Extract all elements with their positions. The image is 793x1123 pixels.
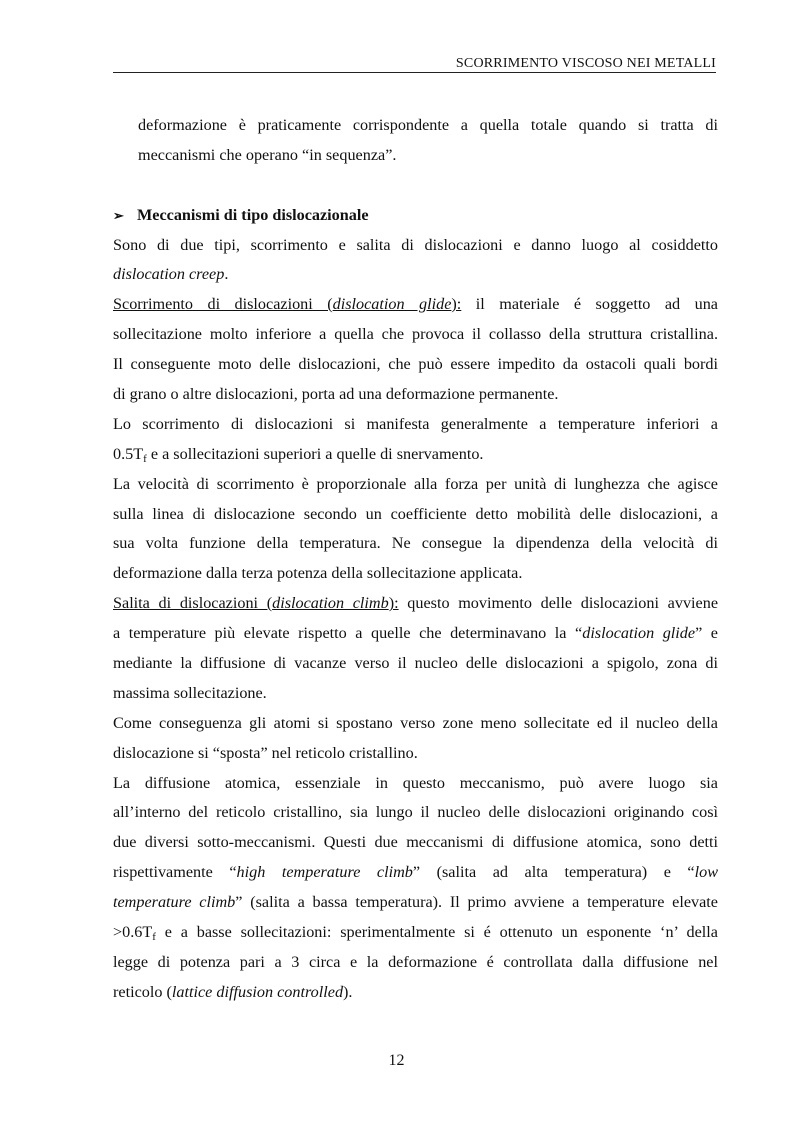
- p3-line-1: La velocità di scorrimento è proporzionale alla forza per unità di lunghezza che agisce: [113, 474, 718, 493]
- spacer: [113, 171, 718, 201]
- glide-label: Scorrimento di dislocazioni (dislocation glide):: [113, 295, 462, 314]
- climb-line-1: Salita di dislocazioni (dislocation climb): questo movimento delle dislocazioni avviene: [113, 594, 718, 613]
- p5-line-5: temperature climb” (salita a bassa temperatura). Il primo avviene a temperature elevate: [113, 893, 718, 912]
- p5-line-4: rispettivamente “high temperature climb” (salita ad alta temperatura) e “low: [113, 863, 718, 882]
- section-title: Meccanismi di tipo dislocazionale: [137, 205, 369, 224]
- header-rule: [113, 72, 716, 73]
- p5-line-3: due diversi sotto-meccanismi. Questi due meccanismi di diffusione atomica, sono detti: [113, 833, 718, 852]
- intro-line-1: deformazione è praticamente corrispondente a quella totale quando si tratta di: [138, 116, 718, 134]
- p5-line-2: all’interno del reticolo cristallino, sia lungo il nucleo delle dislocazioni originando così: [113, 803, 718, 822]
- p4-line-1: Come conseguenza gli atomi si spostano verso zone meno sollecitate ed il nucleo della: [113, 713, 718, 732]
- intro-line-2: meccanismi che operano “in sequenza”.: [138, 145, 397, 164]
- p5-line-8: reticolo (lattice diffusion controlled).: [113, 982, 353, 1001]
- glide-line-1: Scorrimento di dislocazioni (dislocation glide): il materiale é soggetto ad una: [113, 295, 718, 314]
- climb-label: Salita di dislocazioni (dislocation climb):: [113, 594, 399, 613]
- p1-line-1: Sono di due tipi, scorrimento e salita di dislocazioni e danno luogo al cosiddetto: [113, 235, 718, 254]
- p2-line-1: Lo scorrimento di dislocazioni si manifesta generalmente a temperature inferiori a: [113, 414, 718, 433]
- section-heading: [113, 201, 718, 231]
- p1-line-2: dislocation creep.: [113, 265, 229, 284]
- running-header: SCORRIMENTO VISCOSO NEI METALLI: [455, 56, 716, 71]
- page-number: 12: [388, 1052, 405, 1069]
- p5-line-7: legge di potenza pari a 3 circa e la deformazione é controllata dalla diffusione nel: [113, 952, 718, 971]
- climb-line-4: massima sollecitazione.: [113, 683, 267, 702]
- p4-line-2: dislocazione si “sposta” nel reticolo cristallino.: [113, 743, 418, 762]
- p5-line-6: $>0.6T_f$ e a basse sollecitazioni: sperimentalmente si é ottenuto un esponente ‘n’ della: [113, 923, 718, 944]
- page-body: [113, 111, 718, 1008]
- glide-line-4: di grano o altre dislocazioni, porta ad una deformazione permanente.: [113, 385, 559, 404]
- p3-line-2: sulla linea di dislocazione secondo un coefficiente detto mobilità delle dislocazioni, a: [113, 504, 718, 523]
- climb-line-2: a temperature più elevate rispetto a quelle che determinavano la “dislocation glide” e: [113, 624, 718, 643]
- p3-line-4: deformazione dalla terza potenza della sollecitazione applicata.: [113, 564, 523, 583]
- p5-line-1: La diffusione atomica, essenziale in questo meccanismo, può avere luogo sia: [113, 773, 718, 792]
- glide-line-2: sollecitazione molto inferiore a quella che provoca il collasso della struttura cristallina.: [113, 325, 718, 344]
- p2-line-2: $0.5T_f$ e a sollecitazioni superiori a quelle di snervamento.: [113, 444, 484, 465]
- p3-line-3: sua volta funzione della temperatura. Ne consegue la dipendenza della velocità di: [113, 534, 718, 553]
- climb-line-3: mediante la diffusione di vacanze verso il nucleo delle dislocazioni a spigolo, zona di: [113, 654, 718, 673]
- arrow-bullet-icon: ➢: [113, 207, 124, 223]
- glide-line-3: Il conseguente moto delle dislocazioni, che può essere impedito da ostacoli quali bordi: [113, 355, 718, 374]
